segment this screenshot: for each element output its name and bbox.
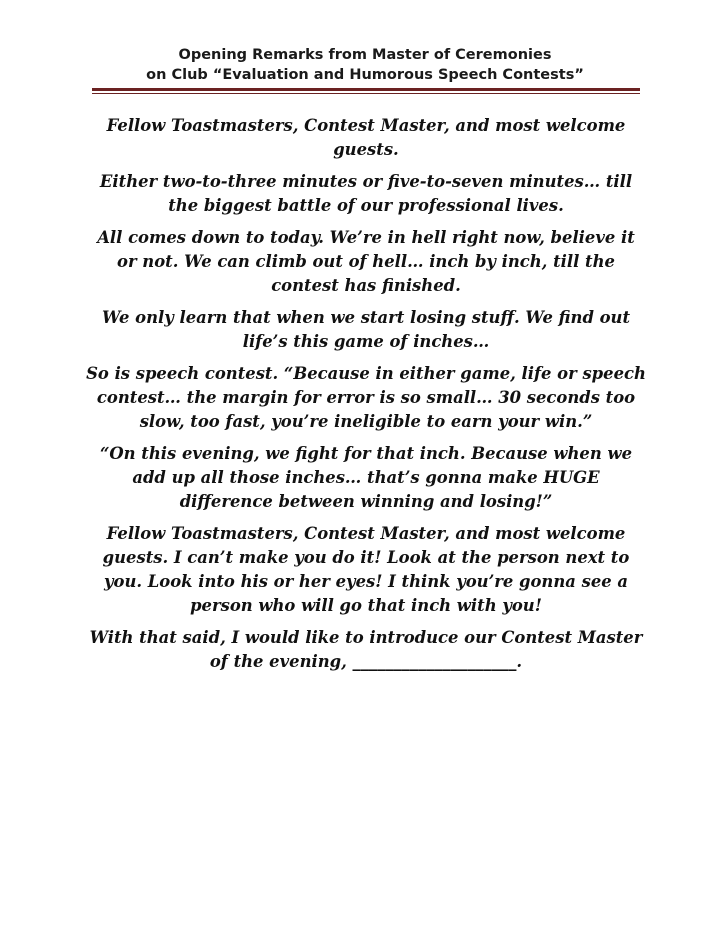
- remarks-body: [86, 114, 646, 682]
- paragraph-today: All comes down to today. We’re in hell right now, believe it or not. We can climb out of hell… inch by inch, till the contest has finished.: [97, 228, 635, 295]
- header-rule-thick: [92, 88, 640, 91]
- paragraph-greeting: Fellow Toastmasters, Contest Master, and most welcome guests.: [106, 116, 626, 159]
- header-rule-thin: [92, 93, 640, 94]
- paragraph-closing-greeting: Fellow Toastmasters, Contest Master, and most welcome guests. I can’t make you do it! Look at the person next to you. Look into his or her eyes! I think you’re gonna see a person who will go that inch with you!: [102, 524, 630, 615]
- paragraph-speech-contest: So is speech contest. “Because in either game, life or speech contest… the margin for error is so small… 30 seconds too slow, too fast, you’re ineligible to earn your win.”: [86, 364, 646, 431]
- paragraph-fight: “On this evening, we fight for that inch. Because when we add up all those inches… that’s gonna make HUGE difference between winning and losing!”: [99, 444, 633, 511]
- paragraph-minutes: Either two-to-three minutes or five-to-seven minutes… till the biggest battle of our professional lives.: [99, 172, 633, 215]
- paragraph-inches: We only learn that when we start losing stuff. We find out life’s this game of inches…: [101, 308, 631, 351]
- document-title: [80, 45, 650, 85]
- paragraph-introduction: With that said, I would like to introduce our Contest Master of the evening, ____________________.: [89, 628, 643, 671]
- title-line-1: Opening Remarks from Master of Ceremonies: [178, 47, 552, 63]
- title-line-2: on Club “Evaluation and Humorous Speech Contests”: [146, 67, 584, 83]
